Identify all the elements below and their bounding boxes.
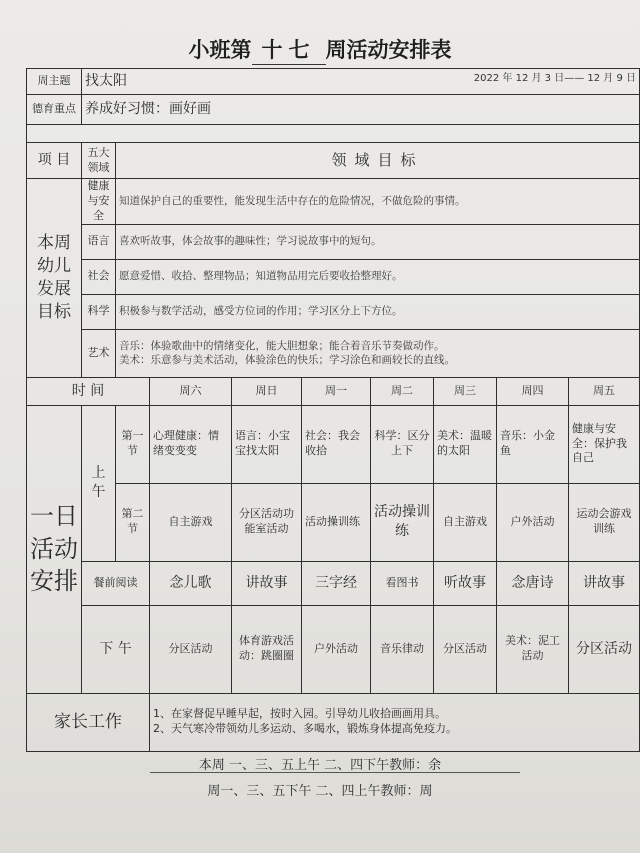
moral-row bbox=[27, 95, 640, 125]
day-3: 周二 bbox=[371, 377, 434, 405]
blank-row bbox=[27, 125, 640, 143]
theme-value: 找太阳 bbox=[85, 73, 127, 90]
five-domains-label: 五大领域 bbox=[82, 143, 116, 179]
daily-activities-label: 一日活动安排 bbox=[27, 405, 82, 693]
objective-row-art bbox=[27, 329, 640, 377]
a-sun: 体育游戏活动：跳圈圈 bbox=[232, 605, 302, 693]
a-mon: 户外活动 bbox=[302, 605, 371, 693]
r-wed: 听故事 bbox=[434, 561, 497, 605]
schedule-table bbox=[26, 68, 640, 752]
blank-cell bbox=[27, 125, 640, 143]
s2-mon: 活动操训练 bbox=[302, 483, 371, 561]
day-4: 周三 bbox=[434, 377, 497, 405]
date-range: 2022 年 12 月 3 日—— 12 月 9 日 bbox=[473, 73, 637, 85]
goal-art-music: 音乐：体验歌曲中的情绪变化，能大胆想象；能合着音乐节奏做动作。 bbox=[119, 339, 445, 352]
goal-art bbox=[116, 329, 640, 377]
days-header-row bbox=[27, 377, 640, 405]
s1-wed: 美术：温暖的太阳 bbox=[434, 405, 497, 483]
week-dev-goal-label: 本周幼儿发展目标 bbox=[27, 179, 82, 378]
day-6: 周五 bbox=[569, 377, 640, 405]
domain-language: 语言 bbox=[82, 224, 116, 259]
teacher-line-1: 本周 一、三、五上午 二、四下午教师：余 bbox=[198, 758, 442, 773]
s1-fri: 健康与安全：保护我自己 bbox=[569, 405, 640, 483]
parent-work-items bbox=[150, 693, 640, 751]
a-fri: 分区活动 bbox=[569, 605, 640, 693]
r-fri: 讲故事 bbox=[569, 561, 640, 605]
day-2: 周一 bbox=[302, 377, 371, 405]
objective-row-health bbox=[27, 179, 640, 225]
parent-work-label: 家长工作 bbox=[27, 693, 150, 751]
r-tue: 看图书 bbox=[371, 561, 434, 605]
item-label: 项 目 bbox=[27, 143, 82, 179]
domain-health: 健康与安全 bbox=[82, 179, 116, 225]
objective-row-science bbox=[27, 294, 640, 329]
domain-goal-label: 领域目标 bbox=[116, 143, 640, 179]
divider bbox=[150, 772, 520, 773]
parent-work-item-1: 1、在家督促早睡早起，按时入园。引导幼儿收拾画画用具。 bbox=[153, 707, 446, 721]
session2-label: 第二节 bbox=[116, 483, 150, 561]
theme-cell bbox=[82, 69, 640, 95]
r-sat: 念儿歌 bbox=[150, 561, 232, 605]
s1-sun: 语言：小宝宝找太阳 bbox=[232, 405, 302, 483]
r-sun: 讲故事 bbox=[232, 561, 302, 605]
session1-label: 第一节 bbox=[116, 405, 150, 483]
parent-work-row bbox=[27, 693, 640, 751]
goal-art-fine: 美术：乐意参与美术活动，体验涂色的快乐；学习涂色和画较长的直线。 bbox=[119, 354, 455, 367]
afternoon-label: 下 午 bbox=[82, 605, 150, 693]
objective-row-society bbox=[27, 259, 640, 294]
s2-thu: 户外活动 bbox=[497, 483, 569, 561]
goal-society: 愿意爱惜、收拾、整理物品；知道物品用完后要收拾整理好。 bbox=[116, 259, 640, 294]
moral-value: 养成好习惯：画好画 bbox=[82, 95, 640, 125]
theme-row bbox=[27, 69, 640, 95]
goal-health: 知道保护自己的重要性，能发现生活中存在的危险情况，不做危险的事情。 bbox=[116, 179, 640, 225]
s1-mon: 社会：我会收拾 bbox=[302, 405, 371, 483]
s1-sat: 心理健康：情绪变变变 bbox=[150, 405, 232, 483]
reading-row bbox=[27, 561, 640, 605]
a-wed: 分区活动 bbox=[434, 605, 497, 693]
a-thu: 美术：泥工活动 bbox=[497, 605, 569, 693]
theme-label: 周主题 bbox=[27, 69, 82, 95]
domain-art: 艺术 bbox=[82, 329, 116, 377]
title-prefix: 小班第 bbox=[188, 38, 252, 62]
domain-science: 科学 bbox=[82, 294, 116, 329]
s1-tue: 科学：区分上下 bbox=[371, 405, 434, 483]
r-thu: 念唐诗 bbox=[497, 561, 569, 605]
title-suffix: 周活动安排表 bbox=[325, 38, 452, 62]
morning-label: 上午 bbox=[82, 405, 116, 561]
goal-science: 积极参与数学活动，感受方位词的作用；学习区分上下方位。 bbox=[116, 294, 640, 329]
day-5: 周四 bbox=[497, 377, 569, 405]
reading-label: 餐前阅读 bbox=[82, 561, 150, 605]
afternoon-row bbox=[27, 605, 640, 693]
objectives-header-row bbox=[27, 143, 640, 179]
s2-sun: 分区活动功能室活动 bbox=[232, 483, 302, 561]
morning-session2-row bbox=[27, 483, 640, 561]
goal-language: 喜欢听故事，体会故事的趣味性；学习说故事中的短句。 bbox=[116, 224, 640, 259]
s2-tue: 活动操训练 bbox=[371, 483, 434, 561]
moral-label: 德育重点 bbox=[27, 95, 82, 125]
week-number: 十七 bbox=[252, 34, 326, 65]
r-mon: 三字经 bbox=[302, 561, 371, 605]
page-title bbox=[0, 34, 640, 65]
time-label: 时 间 bbox=[27, 377, 150, 405]
s2-wed: 自主游戏 bbox=[434, 483, 497, 561]
day-0: 周六 bbox=[150, 377, 232, 405]
day-1: 周日 bbox=[232, 377, 302, 405]
a-tue: 音乐律动 bbox=[371, 605, 434, 693]
a-sat: 分区活动 bbox=[150, 605, 232, 693]
s2-fri: 运动会游戏训练 bbox=[569, 483, 640, 561]
s1-thu: 音乐：小金鱼 bbox=[497, 405, 569, 483]
s2-sat: 自主游戏 bbox=[150, 483, 232, 561]
teacher-line-2: 周一、三、五下午 二、四上午教师：周 bbox=[207, 784, 433, 799]
parent-work-item-2: 2、天气寒冷带领幼儿多运动、多喝水，锻炼身体提高免疫力。 bbox=[153, 722, 457, 736]
domain-society: 社会 bbox=[82, 259, 116, 294]
morning-session1-row bbox=[27, 405, 640, 483]
objective-row-language bbox=[27, 224, 640, 259]
